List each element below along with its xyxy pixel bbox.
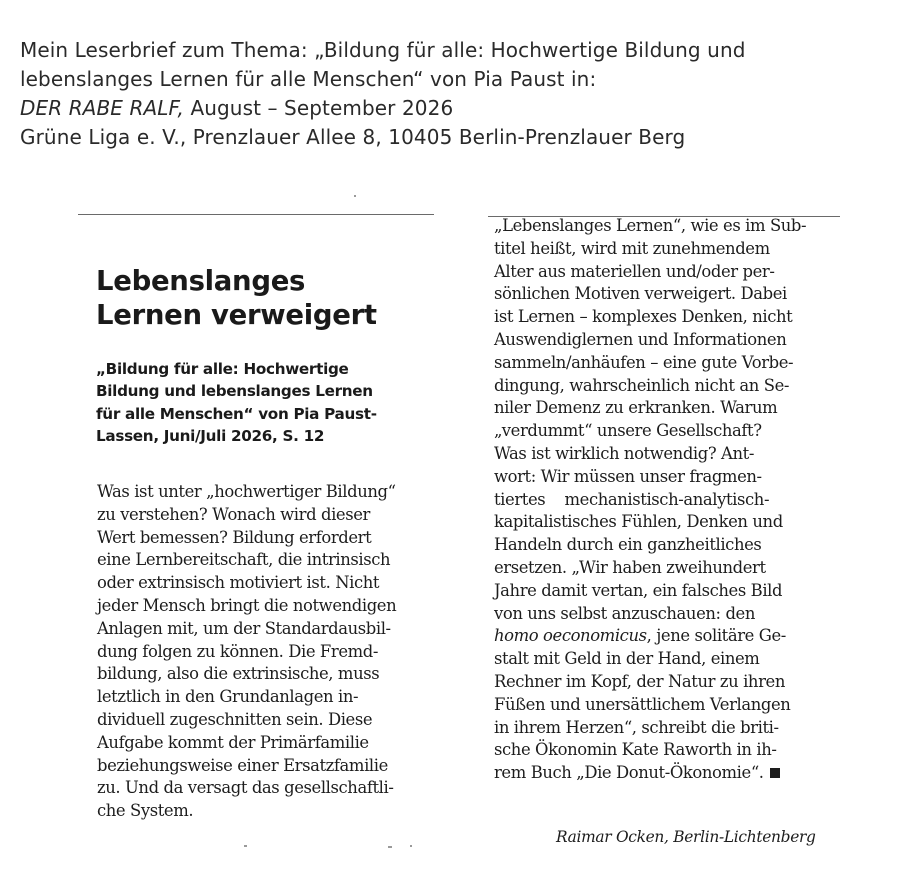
body-line: dividuell zugeschnitten sein. Diese: [97, 709, 373, 729]
headline-line: Lebenslanges: [96, 265, 306, 297]
intro-line-3: [20, 94, 890, 123]
body-line: in ihrem Herzen“, schreibt die briti-: [494, 717, 779, 737]
body-line: bildung, also die extrinsische, muss: [97, 664, 380, 684]
end-of-article-mark: [770, 768, 780, 778]
body-line-rest: , jene solitäre Ge-: [646, 626, 786, 646]
body-line: titel heißt, wird mit zunehmendem: [494, 238, 770, 258]
body-line: ist Lernen – komplexes Denken, nicht: [494, 307, 793, 327]
body-line: zu verstehen? Wonach wird dieser: [97, 504, 370, 524]
body-line: eine Lernbereitschaft, die intrinsisch: [97, 550, 391, 570]
article-headline: [96, 264, 436, 332]
intro-line-2: lebenslanges Lernen für alle Menschen“ von Pia Paust in:: [20, 67, 597, 91]
body-line: oder extrinsisch motiviert ist. Nicht: [97, 573, 380, 593]
body-line: letztlich in den Grundanlagen in-: [97, 687, 359, 707]
body-line: wort: Wir müssen unser fragmen-: [494, 466, 762, 486]
body-line: dung folgen zu können. Die Fremd-: [97, 641, 379, 661]
body-line: beziehungsweise einer Ersatzfamilie: [97, 755, 388, 775]
scan-speck: [388, 846, 392, 848]
body-line: ersetzen. „Wir haben zweihundert: [494, 557, 766, 577]
scan-speck: [410, 845, 412, 847]
body-line: sammeln/anhäufen – eine gute Vorbe-: [494, 352, 794, 372]
body-line: zu. Und da versagt das gesellschaftli-: [97, 778, 394, 798]
body-line: Was ist wirklich notwendig? Ant-: [494, 443, 754, 463]
intro-text: [20, 36, 890, 152]
body-last-line: rem Buch „Die Donut-Ökonomie“.: [494, 763, 764, 783]
body-line: Handeln durch ein ganzheitliches: [494, 535, 762, 555]
body-line: niler Demenz zu erkranken. Warum: [494, 398, 778, 418]
body-line: tiertes mechanistisch-analytisch-: [494, 489, 770, 509]
body-line: Wert bemessen? Bildung erfordert: [97, 527, 372, 547]
body-line: Aufgabe kommt der Primärfamilie: [97, 732, 369, 752]
subtitle-line: Lassen, Juni/Juli 2026, S. 12: [96, 426, 325, 445]
scan-speck: [354, 195, 356, 197]
subtitle-line: „Bildung für alle: Hochwertige: [96, 360, 349, 378]
body-line: Anlagen mit, um der Standardausbil-: [97, 618, 391, 638]
body-line: sönlichen Motiven verweigert. Dabei: [494, 284, 787, 304]
body-line: dingung, wahrscheinlich nicht an Se-: [494, 375, 790, 395]
body-line: kapitalistisches Fühlen, Denken und: [494, 512, 783, 532]
body-line: Jahre damit vertan, ein falsches Bild: [494, 580, 783, 600]
headline-line: Lernen verweigert: [96, 299, 377, 331]
body-line: jeder Mensch bringt die notwendigen: [97, 595, 397, 615]
author-signature: Raimar Ocken, Berlin-Lichtenberg: [556, 828, 816, 846]
body-line: Füßen und unersättlichem Verlangen: [494, 694, 791, 714]
body-line: „verdummt“ unsere Gesellschaft?: [494, 421, 762, 441]
body-line: „Lebenslanges Lernen“, wie es im Sub-: [494, 216, 807, 235]
homo-oeconomicus-term: homo oeconomicus: [494, 626, 647, 646]
intro-line-1: Mein Leserbrief zum Thema: „Bildung für alle: Hochwertige Bildung und: [20, 38, 746, 62]
article-left-column: [97, 481, 427, 823]
body-line: Alter aus materiellen und/oder per-: [494, 261, 775, 281]
subtitle-line: Bildung und lebenslanges Lernen: [96, 382, 373, 401]
intro-line-4: Grüne Liga e. V., Prenzlauer Allee 8, 10405 Berlin-Prenzlauer Berg: [20, 125, 686, 149]
body-line: che System.: [97, 801, 194, 821]
article-right-column: [494, 215, 834, 785]
left-top-rule: [78, 214, 434, 215]
scan-speck: [244, 845, 247, 847]
body-line: Was ist unter „hochwertiger Bildung“: [97, 482, 396, 501]
article-subtitle: [96, 358, 436, 447]
body-line: sche Ökonomin Kate Raworth in ih-: [494, 740, 777, 760]
body-line: Auswendiglernen und Informationen: [494, 329, 787, 349]
publication-name: DER RABE RALF,: [20, 96, 184, 120]
body-line: von uns selbst anzuschauen: den: [494, 603, 756, 623]
body-line: stalt mit Geld in der Hand, einem: [494, 649, 760, 669]
body-line: [494, 762, 834, 785]
publication-date: August – September 2026: [184, 96, 454, 120]
body-line: Rechner im Kopf, der Natur zu ihren: [494, 671, 785, 691]
subtitle-line: für alle Menschen“ von Pia Paust-: [96, 404, 377, 423]
body-line: [494, 625, 834, 648]
